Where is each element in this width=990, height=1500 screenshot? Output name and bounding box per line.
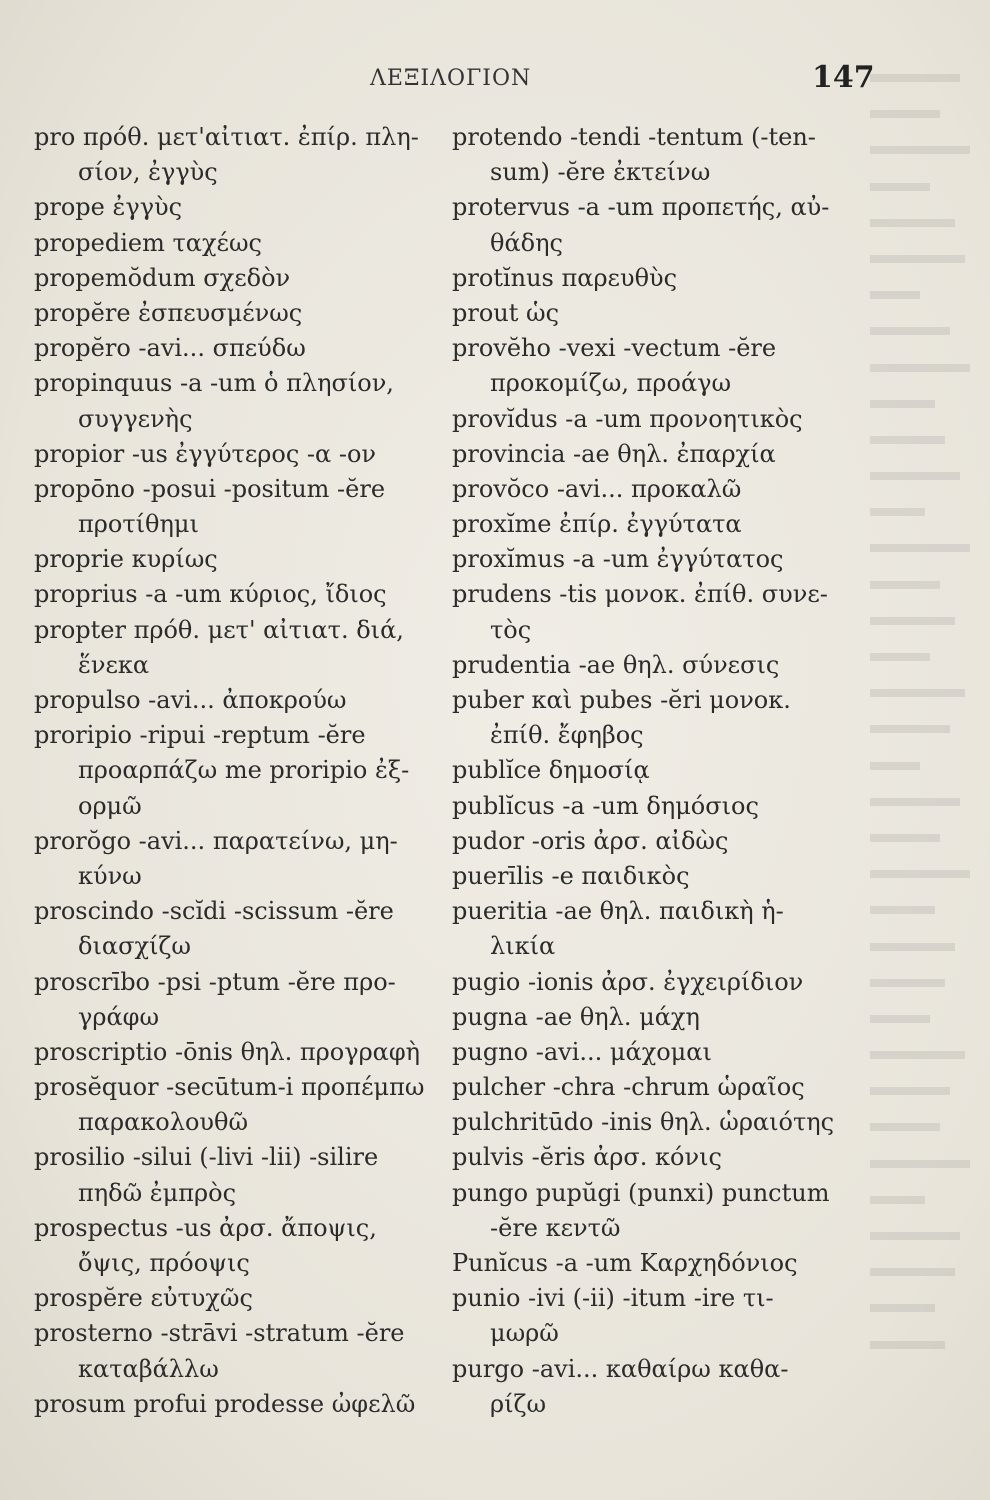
dictionary-entry-line: protendo -tendi -tentum (-ten-: [452, 123, 816, 151]
dictionary-entry-line: propemŏdum σχεδὸν: [34, 263, 291, 292]
dictionary-entry-line: punio -ivi (-ii) -itum -ire τι-: [452, 1284, 774, 1313]
dictionary-entry-line: propinquus -a -um ὁ πλησίον,: [34, 369, 394, 398]
bleed-through-line: [870, 422, 990, 458]
dictionary-entry-line: proripio -ripui -reptum -ĕre: [34, 721, 366, 750]
entry-continuation-line: προκομίζω, προάγω: [490, 369, 732, 398]
entry-continuation-line: συγγενὴς: [78, 404, 193, 433]
dictionary-entry-line: purgo -avi... καθαίρω καθα-: [452, 1354, 789, 1383]
dictionary-entry-line: provincia -ae θηλ. ἐπαρχία: [452, 439, 776, 468]
right-column: [452, 120, 872, 1422]
dictionary-entry-line: pro πρόθ. μετ'αἰτιατ. ἐπίρ. πλη-: [34, 123, 419, 151]
dictionary-entry-line: prope ἐγγὺς: [34, 193, 183, 222]
dictionary-entry-line: pungo pupŭgi (punxi) punctum: [452, 1178, 830, 1207]
dictionary-entry-line: pulvis -ĕris ἀρσ. κόνις: [452, 1143, 722, 1172]
dictionary-entry-line: propior -us ἐγγύτερος -α -ον: [34, 439, 376, 468]
dictionary-entry-line: pudor -oris ἀρσ. αἰδὼς: [452, 826, 729, 855]
entry-continuation-line: ορμῶ: [78, 791, 142, 820]
bleed-through-line: [870, 458, 990, 494]
bleed-through-line: [870, 313, 990, 349]
bleed-through-line: [870, 639, 990, 675]
dictionary-entry-line: proscrībo -psi -ptum -ĕre προ-: [34, 967, 396, 996]
bleed-through-line: [870, 711, 990, 747]
entry-continuation-line: θάδης: [490, 228, 563, 257]
entry-continuation-line: ὄψις, πρόοψις: [78, 1249, 250, 1277]
bleed-through-line: [870, 892, 990, 928]
page-header: [0, 60, 990, 100]
dictionary-entry-line: proprius -a -um κύριος, ἴδιος: [34, 580, 387, 609]
bleed-through-line: [870, 1001, 990, 1037]
dictionary-entry-line: puber καὶ pubes -ĕri μονοκ.: [452, 686, 791, 714]
bleed-through-line: [870, 567, 990, 603]
entry-continuation-line: κύνω: [78, 861, 142, 890]
left-column: [34, 120, 444, 1422]
dictionary-entry-line: prorŏgo -avi... παρατείνω, μη-: [34, 826, 398, 855]
bleed-through-line: [870, 277, 990, 313]
bleed-through-line: [870, 96, 990, 132]
entry-continuation-line: -ĕre κεντῶ: [490, 1213, 621, 1242]
dictionary-entry-line: publĭcus -a -um δημόσιος: [452, 791, 759, 820]
bleed-through-line: [870, 1254, 990, 1290]
dictionary-entry-line: prospectus -us ἀρσ. ἄποψις,: [34, 1213, 377, 1242]
bleed-through-line: [870, 132, 990, 168]
dictionary-entry-line: propediem ταχέως: [34, 228, 262, 257]
bleed-through-line: [870, 205, 990, 241]
dictionary-entry-line: proprie κυρίως: [34, 545, 218, 574]
entry-continuation-line: ἐπίθ. ἔφηβος: [490, 721, 644, 750]
bleed-through-line: [870, 1182, 990, 1218]
dictionary-entry-line: proscriptio -ōnis θηλ. προγραφὴ: [34, 1037, 421, 1066]
page-number: 147: [812, 60, 875, 95]
dictionary-entry-line: prosĕquor -secūtum-i προπέμπω: [34, 1073, 425, 1102]
bleed-through-line: [870, 386, 990, 422]
bleed-through-line: [870, 929, 990, 965]
dictionary-entry-line: prout ὡς: [452, 298, 560, 327]
entry-continuation-line: καταβάλλω: [78, 1354, 219, 1383]
dictionary-entry-line: protĭnus παρευθὺς: [452, 263, 678, 292]
dictionary-entry-line: proxĭmus -a -um ἐγγύτατος: [452, 545, 784, 574]
bleed-through-text: [870, 60, 990, 1360]
dictionary-entry-line: proxĭme ἐπίρ. ἐγγύτατα: [452, 510, 742, 539]
dictionary-entry-line: propōno -posui -positum -ĕre: [34, 474, 386, 503]
bleed-through-line: [870, 350, 990, 386]
bleed-through-line: [870, 1109, 990, 1145]
bleed-through-line: [870, 241, 990, 277]
dictionary-entry-line: provŏco -avi... προκαλῶ: [452, 474, 742, 503]
dictionary-entry-line: prosum profui prodesse ὠφελῶ: [34, 1389, 416, 1418]
entry-continuation-line: σίον, ἐγγὺς: [78, 158, 218, 187]
bleed-through-line: [870, 60, 990, 96]
dictionary-entry-line: prosilio -silui (-livi -lii) -silire: [34, 1143, 379, 1172]
dictionary-entry-line: propulso -avi... ἀποκρούω: [34, 686, 347, 714]
bleed-through-line: [870, 748, 990, 784]
dictionary-entry-line: provĕho -vexi -vectum -ĕre: [452, 334, 777, 363]
entry-continuation-line: προτίθημι: [78, 510, 199, 539]
bleed-through-line: [870, 1290, 990, 1326]
entry-continuation-line: ρίζω: [490, 1389, 547, 1418]
bleed-through-line: [870, 1327, 990, 1360]
dictionary-entry-line: prudentia -ae θηλ. σύνεσις: [452, 650, 780, 679]
bleed-through-line: [870, 1037, 990, 1073]
bleed-through-line: [870, 856, 990, 892]
entry-continuation-line: sum) -ĕre ἐκτείνω: [490, 158, 711, 187]
dictionary-entry-line: pugno -avi... μάχομαι: [452, 1037, 712, 1066]
dictionary-entry-line: pulcher -chra -chrum ὡραῖος: [452, 1073, 805, 1102]
bleed-through-line: [870, 1218, 990, 1254]
dictionary-entry-line: propter πρόθ. μετ' αἰτιατ. διά,: [34, 615, 404, 644]
bleed-through-line: [870, 169, 990, 205]
dictionary-entry-line: pugna -ae θηλ. μάχη: [452, 1002, 700, 1031]
dictionary-entry-line: Punĭcus -a -um Καρχηδόνιος: [452, 1249, 798, 1277]
entry-continuation-line: παρακολουθῶ: [78, 1108, 249, 1137]
bleed-through-line: [870, 784, 990, 820]
dictionary-entry-line: pulchritūdo -inis θηλ. ὡραιότης: [452, 1108, 835, 1137]
dictionary-entry-line: prospĕre εὐτυχῶς: [34, 1284, 253, 1313]
entry-continuation-line: λικία: [490, 932, 556, 961]
bleed-through-line: [870, 820, 990, 856]
bleed-through-line: [870, 1073, 990, 1109]
dictionary-entry-line: publĭce δημοσίᾳ: [452, 756, 650, 785]
bleed-through-line: [870, 965, 990, 1001]
dictionary-entry-line: prudens -tis μονοκ. ἐπίθ. συνε-: [452, 580, 828, 609]
dictionary-entry-line: propĕro -avi... σπεύδω: [34, 334, 306, 363]
dictionary-entry-line: protervus -a -um προπετής, αὐ-: [452, 193, 830, 222]
entry-continuation-line: πηδῶ ἐμπρὸς: [78, 1178, 237, 1207]
bleed-through-line: [870, 603, 990, 639]
bleed-through-line: [870, 1146, 990, 1182]
entry-continuation-line: γράφω: [78, 1002, 160, 1031]
entry-continuation-line: τὸς: [490, 615, 532, 644]
entry-continuation-line: ἕνεκα: [78, 650, 150, 679]
dictionary-entry-line: prosterno -strāvi -stratum -ĕre: [34, 1319, 405, 1348]
entry-continuation-line: μωρῶ: [490, 1319, 559, 1348]
dictionary-entry-line: pugio -ionis ἀρσ. ἐγχειρίδιον: [452, 967, 804, 996]
dictionary-entry-line: propĕre ἐσπευσμένως: [34, 298, 303, 327]
bleed-through-line: [870, 530, 990, 566]
entry-continuation-line: προαρπάζω me proripio ἐξ-: [78, 756, 410, 785]
entry-continuation-line: διασχίζω: [78, 932, 191, 961]
bleed-through-line: [870, 494, 990, 530]
dictionary-entry-line: provĭdus -a -um προνοητικὸς: [452, 404, 803, 433]
dictionary-entry-line: proscindo -scĭdi -scissum -ĕre: [34, 897, 394, 926]
bleed-through-line: [870, 675, 990, 711]
dictionary-entry-line: pueritia -ae θηλ. παιδικὴ ἡ-: [452, 897, 784, 926]
dictionary-entry-line: puerīlis -e παιδικὸς: [452, 861, 690, 890]
running-title: ΛΕΞΙΛΟΓΙΟΝ: [370, 66, 532, 91]
